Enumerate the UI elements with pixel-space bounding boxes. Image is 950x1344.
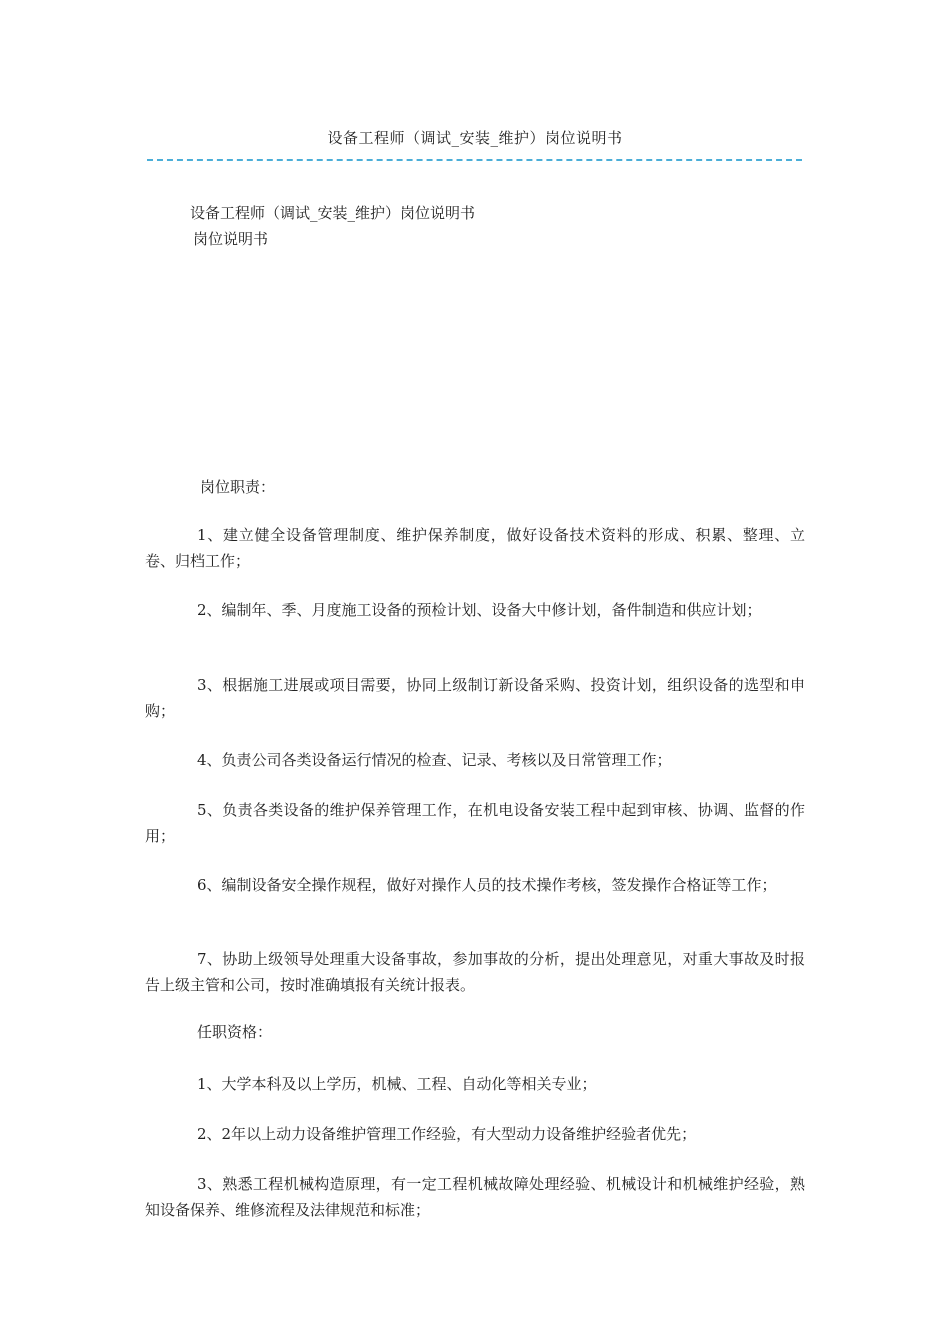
qual-item-3 — [145, 1171, 805, 1223]
duty-item-6 — [145, 872, 805, 898]
title-divider — [147, 159, 802, 161]
duty-item-1 — [145, 522, 805, 574]
subtitle-full: 设备工程师（调试_安装_维护）岗位说明书 — [190, 204, 476, 222]
duties-heading: 岗位职责： — [200, 478, 276, 496]
duty-item-text: 4、负责公司各类设备运行情况的检查、记录、考核以及日常管理工作； — [197, 751, 672, 769]
quals-heading: 任职资格： — [197, 1023, 273, 1041]
document-title: 设备工程师（调试_安装_维护）岗位说明书 — [327, 129, 623, 147]
qual-item-text: 1、大学本科及以上学历，机械、工程、自动化等相关专业； — [197, 1075, 597, 1093]
qual-item-2 — [145, 1121, 805, 1147]
duty-item-text: 6、编制设备安全操作规程，做好对操作人员的技术操作考核，签发操作合格证等工作； — [197, 876, 777, 894]
duty-item-text: 5、负责各类设备的维护保养管理工作，在机电设备安装工程中起到审核、协调、监督的作用； — [145, 801, 805, 845]
subtitle-short: 岗位说明书 — [193, 230, 269, 248]
duty-item-text: 3、根据施工进展或项目需要，协同上级制订新设备采购、投资计划，组织设备的选型和申购； — [145, 676, 805, 720]
duty-item-5 — [145, 797, 805, 849]
duty-item-7 — [145, 946, 805, 998]
duty-item-text: 7、协助上级领导处理重大设备事故，参加事故的分析，提出处理意见，对重大事故及时报告上级主管和公司，按时准确填报有关统计报表。 — [145, 950, 805, 994]
duty-item-3 — [145, 672, 805, 724]
duty-item-text: 1、建立健全设备管理制度、维护保养制度，做好设备技术资料的形成、积累、整理、立卷、归档工作； — [145, 526, 805, 570]
qual-item-1 — [145, 1071, 805, 1097]
duty-item-4 — [145, 747, 805, 773]
duty-item-text: 2、编制年、季、月度施工设备的预检计划、设备大中修计划，备件制造和供应计划； — [197, 601, 762, 619]
duty-item-2 — [145, 597, 805, 623]
qual-item-text: 3、熟悉工程机械构造原理，有一定工程机械故障处理经验、机械设计和机械维护经验，熟知设备保养、维修流程及法律规范和标准； — [145, 1175, 805, 1219]
qual-item-text: 2、2年以上动力设备维护管理工作经验，有大型动力设备维护经验者优先； — [197, 1125, 697, 1143]
